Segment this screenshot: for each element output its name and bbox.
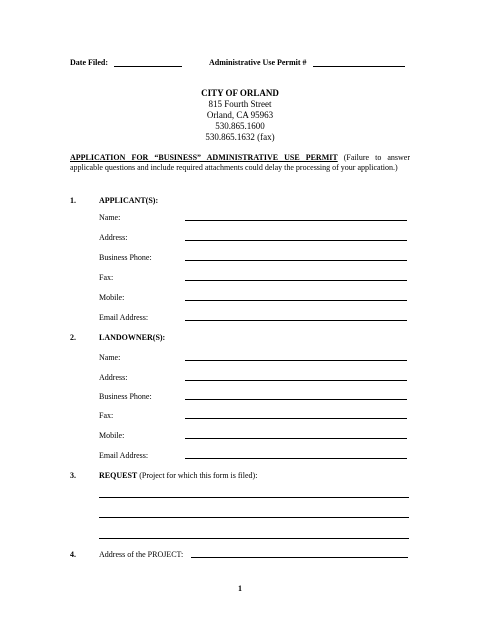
project-address-field[interactable] (191, 557, 408, 558)
applicant-mobile-field[interactable] (185, 300, 407, 301)
section-2-title: LANDOWNER(S): (99, 333, 166, 342)
permit-number-field[interactable] (313, 66, 405, 67)
city-phone: 530.865.1600 (215, 121, 265, 131)
landowner-address-field[interactable] (185, 380, 407, 381)
city-fax: 530.865.1632 (fax) (205, 132, 275, 142)
applicant-fax-field[interactable] (185, 280, 407, 281)
landowner-address-label: Address: (99, 373, 128, 382)
request-line-2[interactable] (99, 517, 409, 518)
request-line-1[interactable] (99, 497, 409, 498)
landowner-email-field[interactable] (185, 458, 407, 459)
landowner-fax-label: Fax: (99, 411, 114, 420)
application-title: APPLICATION FOR “BUSINESS” ADMINISTRATIVE USE PERMIT (70, 153, 338, 162)
date-filed-field[interactable] (114, 66, 182, 67)
section-2-number: 2. (70, 333, 76, 342)
landowner-fax-field[interactable] (185, 418, 407, 419)
landowner-mobile-field[interactable] (185, 438, 407, 439)
applicant-mobile-label: Mobile: (99, 293, 125, 302)
section-3-heading (99, 471, 257, 481)
applicant-business-phone-field[interactable] (185, 260, 407, 261)
landowner-mobile-label: Mobile: (99, 431, 125, 440)
applicant-email-field[interactable] (185, 320, 407, 321)
date-filed-label: Date Filed: (70, 58, 108, 67)
section-3-title: REQUEST (99, 471, 138, 480)
applicant-fax-label: Fax: (99, 273, 114, 282)
city-state-zip: Orland, CA 95963 (206, 110, 274, 120)
landowner-name-label: Name: (99, 353, 121, 362)
section-4-number: 4. (70, 550, 76, 559)
section-3-number: 3. (70, 471, 76, 480)
permit-number-label: Administrative Use Permit # (209, 58, 307, 67)
applicant-business-phone-label: Business Phone: (99, 253, 152, 262)
section-3-subtitle: (Project for which this form is filed): (137, 471, 258, 480)
application-note: (Failure to answer applicable questions and include required attachments could delay the processing of your application.) (70, 153, 411, 172)
applicant-email-label: Email Address: (99, 313, 149, 322)
city-name: CITY OF ORLAND (201, 88, 279, 98)
applicant-address-field[interactable] (185, 240, 407, 241)
landowner-email-label: Email Address: (99, 451, 149, 460)
landowner-business-phone-label: Business Phone: (99, 392, 152, 401)
applicant-name-label: Name: (99, 213, 121, 222)
project-address-label: Address of the PROJECT: (99, 550, 184, 559)
applicant-address-label: Address: (99, 233, 128, 242)
section-1-title: APPLICANT(S): (99, 196, 159, 205)
section-1-number: 1. (70, 196, 76, 205)
landowner-name-field[interactable] (185, 360, 407, 361)
landowner-business-phone-field[interactable] (185, 399, 407, 400)
applicant-name-field[interactable] (185, 220, 407, 221)
page-number: 1 (238, 584, 242, 593)
request-line-3[interactable] (99, 538, 409, 539)
application-intro (70, 153, 410, 173)
city-street: 815 Fourth Street (208, 99, 272, 109)
